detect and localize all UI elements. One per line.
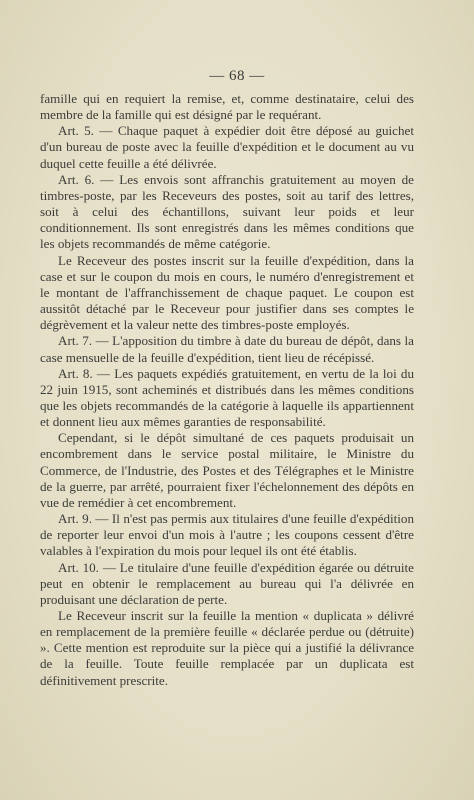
paragraph-art-9: Art. 9. — Il n'est pas permis aux titulaires d'une feuille d'expédition de reporter leur envoi d'un mois à l'autre ; les coupons cessent d'être valables à l'expiration du mois pour lequel ils ont été établis.: [40, 511, 414, 559]
paragraph-art-10: Art. 10. — Le titulaire d'une feuille d'expédition égarée ou détruite peut en obtenir le remplacement au bureau qui l'a délivrée en produisant une déclaration de perte.: [40, 559, 414, 607]
paragraph-art-5: Art. 5. — Chaque paquet à expédier doit être déposé au guichet d'un bureau de poste avec la feuille d'expédition et le document au vu duquel cette feuille a été délivrée.: [40, 123, 414, 171]
paragraph-duplicata: Le Receveur inscrit sur la feuille la mention « duplicata » délivré en remplacement de la première feuille « déclarée perdue ou (détruite) ». Cette mention est reproduite sur la pièce qui a justifié la délivrance de la feuille. Toute feuille remplacée par un duplicata est définitivement prescrite.: [40, 608, 414, 688]
paragraph-art-6: Art. 6. — Les envois sont affranchis gratuitement au moyen de timbres-poste, par les Receveurs des postes, soit au tarif des lettres, soit à celui des échantillons, suivant leur poids et leur conditionnement. Ils sont enregistrés dans les mêmes conditions que les objets recommandés de même catégorie.: [40, 171, 414, 252]
paragraph-continuation: famille qui en requiert la remise, et, comme destinataire, celui des membre de la famille qui est désigné par le requérant.: [40, 91, 414, 123]
paragraph-art-7: Art. 7. — L'apposition du timbre à date du bureau de dépôt, dans la case mensuelle de la feuille d'expédition, tient lieu de récépissé.: [40, 333, 414, 365]
page-text: [40, 91, 414, 689]
page-number: — 68 —: [209, 68, 265, 84]
paragraph-art-8: Art. 8. — Les paquets expédiés gratuitement, en vertu de la loi du 22 juin 1915, sont acheminés et distribués dans les mêmes conditions que les objets recommandés de la catégorie à laquelle ils appartiennent et donnent lieu aux mêmes garanties de responsabilité.: [40, 365, 414, 430]
paragraph-receveur-inscription: Le Receveur des postes inscrit sur la feuille d'expédition, dans la case et sur le coupon du mois en cours, le numéro d'enregistrement et le montant de l'affranchissement de chaque paquet. Le coupon est aussitôt détaché par le Receveur pour justifier dans ses comptes le dégrèvement et la valeur nette des timbres-poste employés.: [40, 252, 414, 333]
paragraph-encombrement: Cependant, si le dépôt simultané de ces paquets produisait un encombrement dans le service postal militaire, le Ministre du Commerce, de l'Industrie, des Postes et des Télégraphes et le Ministre de la guerre, par arrêté, pourraient fixer l'échelonnement des dépôts en vue de remédier à cet encombrement.: [40, 430, 414, 510]
